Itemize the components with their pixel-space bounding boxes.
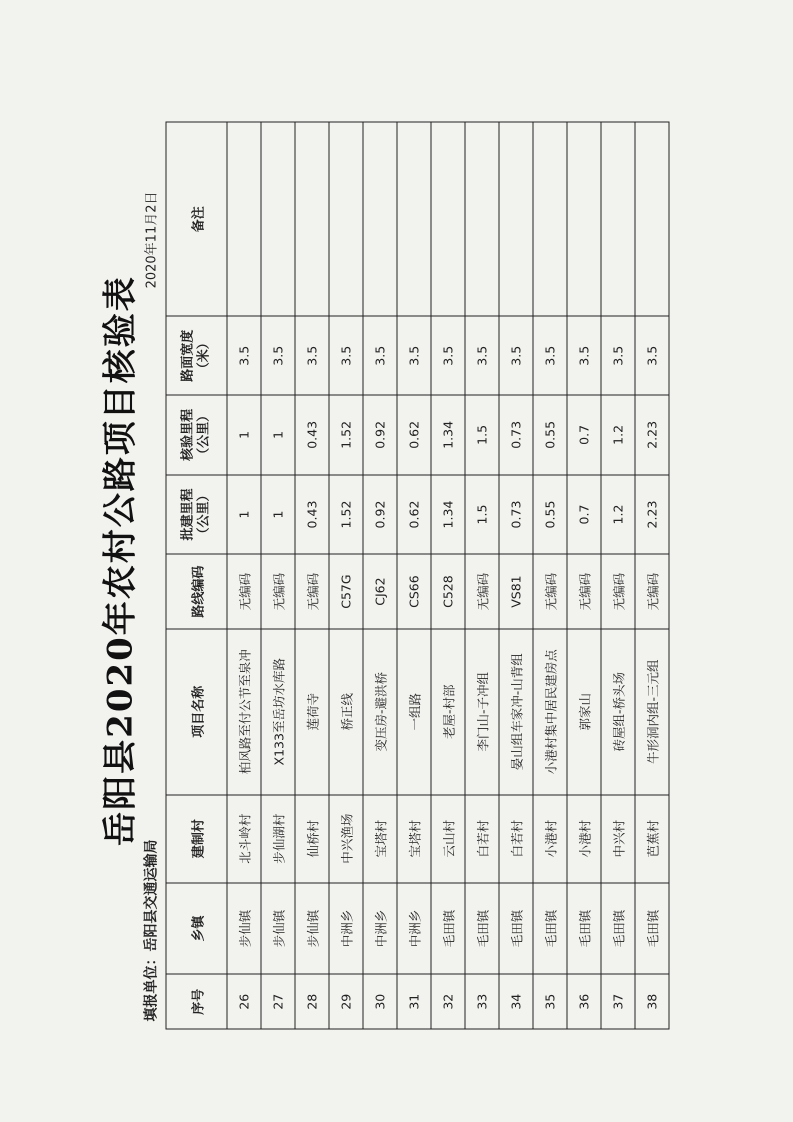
cell-route-code: VS81: [499, 554, 533, 628]
cell-route-code: 无编码: [567, 554, 601, 628]
cell-road-width: 3.5: [295, 317, 329, 396]
cell-village: 云山村: [431, 795, 465, 883]
cell-village: 仙桥村: [295, 795, 329, 883]
rotated-page: [1, 0, 793, 1122]
header-verified-line1: 核验里程: [180, 408, 196, 461]
cell-approved-mileage: 1: [227, 475, 261, 555]
cell-town: 毛田镇: [567, 883, 601, 975]
cell-seq: 28: [295, 974, 329, 1029]
cell-seq: 29: [329, 974, 363, 1029]
cell-route-code: CS66: [397, 554, 431, 628]
table-row: [295, 122, 329, 1029]
cell-road-width: 3.5: [533, 317, 567, 396]
cell-note: [431, 122, 465, 317]
cell-route-code: CJ62: [363, 554, 397, 628]
cell-project-name: 桥正线: [329, 629, 363, 795]
cell-road-width: 3.5: [363, 317, 397, 396]
cell-verified-mileage: 1.5: [465, 395, 499, 475]
verification-table: [166, 122, 670, 1030]
cell-project-name: 李门山-子冲组: [465, 629, 499, 795]
table-row: [329, 122, 363, 1029]
cell-verified-mileage: 0.7: [567, 395, 601, 475]
table-row: [601, 122, 635, 1029]
cell-note: [261, 122, 295, 317]
cell-road-width: 3.5: [227, 317, 261, 396]
cell-village: 中兴渔场: [329, 795, 363, 883]
cell-road-width: 3.5: [635, 317, 669, 396]
cell-town: 毛田镇: [601, 883, 635, 975]
table-row: [465, 122, 499, 1029]
cell-town: 步仙镇: [295, 883, 329, 975]
cell-note: [295, 122, 329, 317]
cell-town: 毛田镇: [499, 883, 533, 975]
cell-village: 步仙湖村: [261, 795, 295, 883]
table-row: [533, 122, 567, 1029]
cell-seq: 30: [363, 974, 397, 1029]
header-verified-line2: （公里）: [196, 408, 212, 461]
cell-seq: 36: [567, 974, 601, 1029]
cell-seq: 33: [465, 974, 499, 1029]
cell-verified-mileage: 1: [261, 395, 295, 475]
header-project-name: 项目名称: [166, 629, 227, 795]
cell-seq: 31: [397, 974, 431, 1029]
cell-road-width: 3.5: [465, 317, 499, 396]
cell-village: 宝塔村: [363, 795, 397, 883]
cell-route-code: 无编码: [261, 554, 295, 628]
cell-seq: 35: [533, 974, 567, 1029]
cell-route-code: 无编码: [533, 554, 567, 628]
cell-seq: 38: [635, 974, 669, 1029]
cell-approved-mileage: 0.43: [295, 475, 329, 555]
cell-town: 步仙镇: [227, 883, 261, 975]
cell-verified-mileage: 0.62: [397, 395, 431, 475]
cell-seq: 37: [601, 974, 635, 1029]
cell-approved-mileage: 1.34: [431, 475, 465, 555]
cell-approved-mileage: 1: [261, 475, 295, 555]
table-row: [261, 122, 295, 1029]
cell-village: 白若村: [499, 795, 533, 883]
header-road-width: [166, 317, 227, 396]
cell-approved-mileage: 1.52: [329, 475, 363, 555]
table-row: [227, 122, 261, 1029]
cell-route-code: 无编码: [635, 554, 669, 628]
cell-road-width: 3.5: [499, 317, 533, 396]
table-row: [363, 122, 397, 1029]
cell-project-name: 小港村集中居民建房点: [533, 629, 567, 795]
cell-route-code: C57G: [329, 554, 363, 628]
cell-note: [363, 122, 397, 317]
cell-road-width: 3.5: [431, 317, 465, 396]
table-row: [635, 122, 669, 1029]
cell-route-code: 无编码: [295, 554, 329, 628]
header-town: 乡镇: [166, 883, 227, 975]
cell-village: 小港村: [567, 795, 601, 883]
cell-note: [533, 122, 567, 317]
cell-note: [499, 122, 533, 317]
cell-approved-mileage: 0.73: [499, 475, 533, 555]
table-body: [227, 122, 669, 1029]
header-width-line2: （米）: [196, 336, 212, 376]
header-approved-mileage: [166, 475, 227, 555]
cell-town: 中洲乡: [363, 883, 397, 975]
cell-seq: 32: [431, 974, 465, 1029]
reporting-unit: 填报单位：岳阳县交通运输局: [143, 839, 160, 1022]
cell-note: [567, 122, 601, 317]
table-row: [431, 122, 465, 1029]
cell-approved-mileage: 0.62: [397, 475, 431, 555]
cell-road-width: 3.5: [397, 317, 431, 396]
cell-town: 毛田镇: [465, 883, 499, 975]
cell-note: [227, 122, 261, 317]
header-width-line1: 路面宽度: [180, 329, 196, 382]
header-note: 备注: [166, 122, 227, 317]
table-row: [567, 122, 601, 1029]
cell-town: 中洲乡: [329, 883, 363, 975]
cell-seq: 34: [499, 974, 533, 1029]
cell-seq: 27: [261, 974, 295, 1029]
cell-note: [601, 122, 635, 317]
cell-road-width: 3.5: [261, 317, 295, 396]
cell-project-name: 莲荷寺: [295, 629, 329, 795]
cell-verified-mileage: 2.23: [635, 395, 669, 475]
cell-village: 白若村: [465, 795, 499, 883]
header-approved-line2: （公里）: [196, 488, 212, 541]
cell-approved-mileage: 0.7: [567, 475, 601, 555]
cell-note: [465, 122, 499, 317]
cell-village: 芭蕉村: [635, 795, 669, 883]
header-village: 建制村: [166, 795, 227, 883]
cell-project-name: 晏山组车家冲-山背组: [499, 629, 533, 795]
cell-verified-mileage: 1.2: [601, 395, 635, 475]
cell-project-name: X133至岳坊水库路: [261, 629, 295, 795]
table-header-row: [166, 122, 227, 1029]
cell-approved-mileage: 1.2: [601, 475, 635, 555]
cell-project-name: 变压房-避洪桥: [363, 629, 397, 795]
cell-note: [329, 122, 363, 317]
cell-verified-mileage: 0.43: [295, 395, 329, 475]
cell-approved-mileage: 0.55: [533, 475, 567, 555]
header-seq: 序号: [166, 974, 227, 1029]
cell-route-code: 无编码: [465, 554, 499, 628]
cell-route-code: C528: [431, 554, 465, 628]
cell-route-code: 无编码: [601, 554, 635, 628]
cell-approved-mileage: 0.92: [363, 475, 397, 555]
cell-approved-mileage: 2.23: [635, 475, 669, 555]
cell-project-name: 老屋-村部: [431, 629, 465, 795]
cell-village: 北斗岭村: [227, 795, 261, 883]
cell-verified-mileage: 0.55: [533, 395, 567, 475]
cell-verified-mileage: 0.92: [363, 395, 397, 475]
header-route-code: 路线编码: [166, 554, 227, 628]
cell-verified-mileage: 1: [227, 395, 261, 475]
cell-project-name: 柏风路至付公节至泉冲: [227, 629, 261, 795]
cell-village: 中兴村: [601, 795, 635, 883]
cell-verified-mileage: 0.73: [499, 395, 533, 475]
cell-verified-mileage: 1.34: [431, 395, 465, 475]
cell-village: 宝塔村: [397, 795, 431, 883]
cell-town: 毛田镇: [533, 883, 567, 975]
header-verified-mileage: [166, 395, 227, 475]
cell-route-code: 无编码: [227, 554, 261, 628]
cell-town: 中洲乡: [397, 883, 431, 975]
cell-verified-mileage: 1.52: [329, 395, 363, 475]
cell-note: [397, 122, 431, 317]
cell-project-name: 郭家山: [567, 629, 601, 795]
cell-project-name: 砖屋组-桥头场: [601, 629, 635, 795]
cell-road-width: 3.5: [601, 317, 635, 396]
cell-note: [635, 122, 669, 317]
cell-seq: 26: [227, 974, 261, 1029]
report-date: 2020年11月2日: [144, 191, 160, 289]
table-row: [397, 122, 431, 1029]
table-row: [499, 122, 533, 1029]
cell-road-width: 3.5: [329, 317, 363, 396]
cell-town: 毛田镇: [431, 883, 465, 975]
cell-project-name: 牛形洞内组-三元组: [635, 629, 669, 795]
header-approved-line1: 批建里程: [180, 488, 196, 541]
cell-town: 步仙镇: [261, 883, 295, 975]
cell-approved-mileage: 1.5: [465, 475, 499, 555]
cell-project-name: 一组路: [397, 629, 431, 795]
page-title: 岳阳县2020年农村公路项目核验表: [100, 275, 141, 846]
cell-town: 毛田镇: [635, 883, 669, 975]
cell-road-width: 3.5: [567, 317, 601, 396]
cell-village: 小港村: [533, 795, 567, 883]
